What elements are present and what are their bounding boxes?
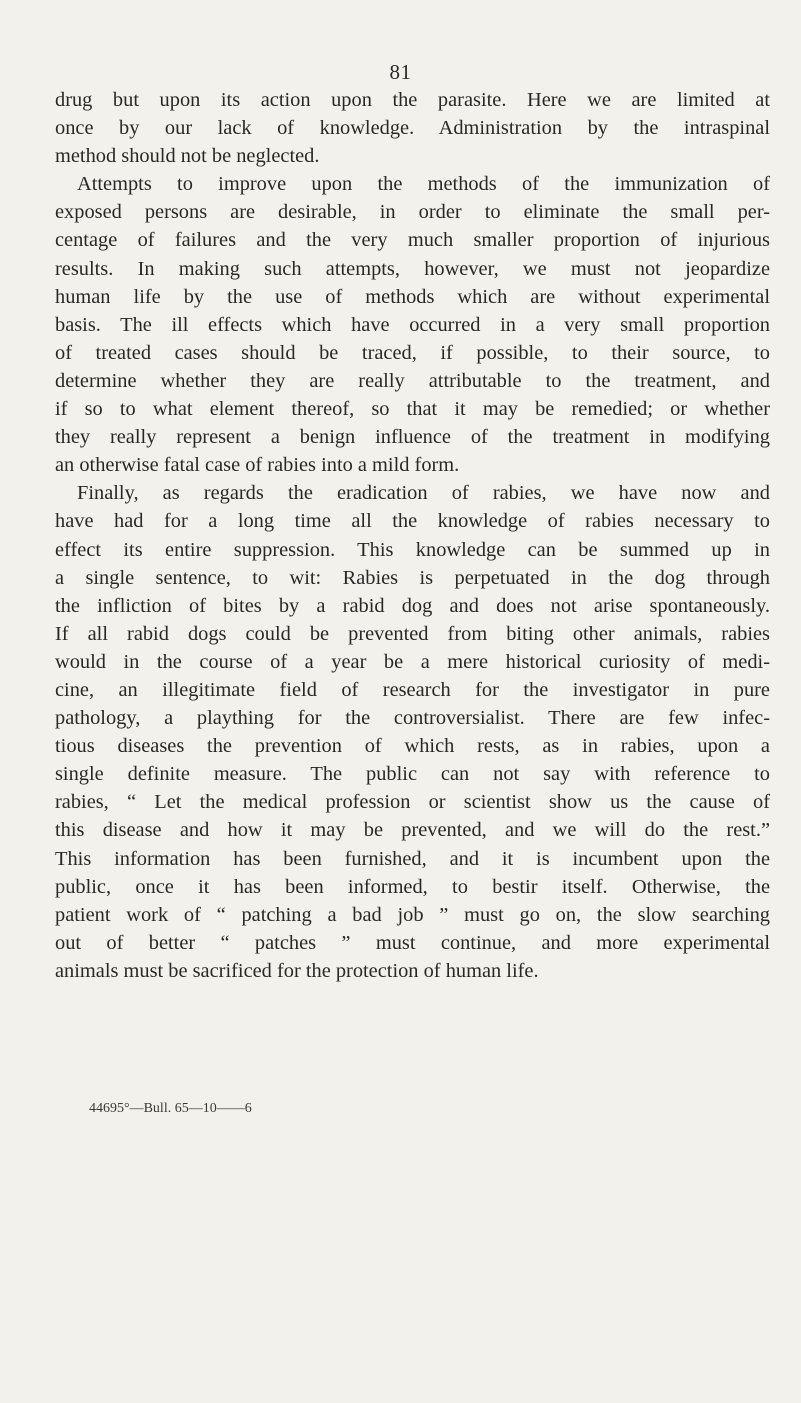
body-text	[55, 86, 770, 985]
text-line: method should not be neglected.	[55, 145, 320, 168]
text-line: patient work of “ patching a bad job ” must go on, the slow searching	[55, 903, 770, 926]
text-line: pathology, a plaything for the controversialist. There are few infec-	[55, 707, 770, 730]
text-line: would in the course of a year be a mere historical curiosity of medi-	[55, 650, 770, 673]
text-line: exposed persons are desirable, in order to eliminate the small per-	[55, 201, 770, 224]
paragraph-start-line: Attempts to improve upon the methods of the immunization of	[77, 173, 770, 196]
text-line: animals must be sacrificed for the protection of human life.	[55, 959, 539, 982]
text-line: this disease and how it may be prevented, and we will do the rest.”	[55, 819, 770, 842]
text-line: cine, an illegitimate field of research for the investigator in pure	[55, 678, 770, 701]
text-line: effect its entire suppression. This knowledge can be summed up in	[55, 538, 770, 561]
text-line: basis. The ill effects which have occurred in a very small proportion	[55, 313, 770, 336]
text-line: they really represent a benign influence of the treatment in modifying	[55, 426, 770, 449]
text-line: of treated cases should be traced, if possible, to their source, to	[55, 341, 770, 364]
text-line: have had for a long time all the knowledge of rabies necessary to	[55, 510, 770, 533]
text-line: This information has been furnished, and it is incumbent upon the	[55, 847, 770, 870]
text-line: results. In making such attempts, however, we must not jeopardize	[55, 257, 770, 280]
page-number: 81	[389, 60, 412, 84]
text-line: centage of failures and the very much smaller proportion of injurious	[55, 229, 770, 252]
text-line: the infliction of bites by a rabid dog and does not arise spontaneously.	[55, 594, 770, 617]
text-line: rabies, “ Let the medical profession or scientist show us the cause of	[55, 791, 770, 814]
text-line: if so to what element thereof, so that it may be remedied; or whether	[55, 398, 770, 421]
text-line: out of better “ patches ” must continue, and more experimental	[55, 931, 770, 954]
text-line: once by our lack of knowledge. Administration by the intraspinal	[55, 117, 770, 140]
text-line: tious diseases the prevention of which rests, as in rabies, upon a	[55, 735, 770, 758]
text-line: an otherwise fatal case of rabies into a mild form.	[55, 454, 460, 477]
text-line: drug but upon its action upon the parasite. Here we are limited at	[55, 89, 770, 111]
printer-signature: 44695°—Bull. 65—10——6	[89, 1101, 252, 1116]
text-line: determine whether they are really attributable to the treatment, and	[55, 369, 770, 392]
text-line: a single sentence, to wit: Rabies is perpetuated in the dog through	[55, 566, 770, 589]
text-line: If all rabid dogs could be prevented from biting other animals, rabies	[55, 622, 770, 645]
text-line: single definite measure. The public can not say with reference to	[55, 763, 770, 786]
text-line: public, once it has been informed, to bestir itself. Otherwise, the	[55, 875, 770, 898]
text-line: human life by the use of methods which are without experimental	[55, 285, 770, 308]
paragraph-start-line: Finally, as regards the eradication of rabies, we have now and	[77, 482, 770, 505]
